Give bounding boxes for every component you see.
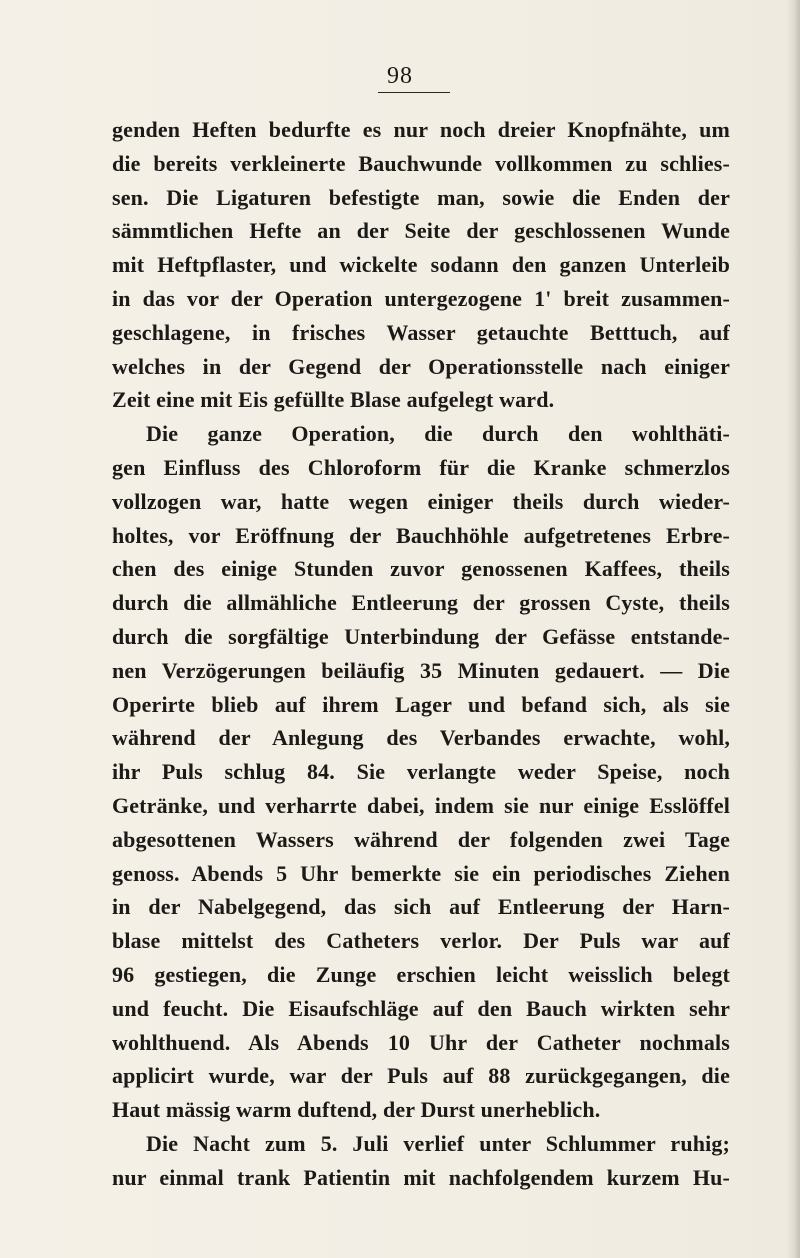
text-line: chen des einige Stunden zuvor genossenen Kaffees, theils — [112, 556, 730, 582]
text-line: durch die allmähliche Entleerung der grossen Cyste, theils — [112, 590, 730, 616]
paragraph-start-line: Die Nacht zum 5. Juli verlief unter Schlummer ruhig; — [146, 1130, 730, 1156]
text-line: die bereits verkleinerte Bauchwunde vollkommen zu schlies- — [112, 150, 730, 176]
text-line: in der Nabelgegend, das sich auf Entleerung der Harn- — [112, 894, 730, 920]
page-edge-shadow — [786, 0, 800, 1258]
text-line: vollzogen war, hatte wegen einiger theils durch wieder- — [112, 488, 730, 514]
text-line: Operirte blieb auf ihrem Lager und befand sich, als sie — [112, 691, 730, 717]
text-line: applicirt wurde, war der Puls auf 88 zurückgegangen, die — [112, 1063, 730, 1089]
paragraph-end-line: Zeit eine mit Eis gefüllte Blase aufgelegt ward. — [112, 387, 555, 413]
paragraph-end-line: Haut mässig warm duftend, der Durst unerheblich. — [112, 1097, 601, 1123]
text-line: durch die sorgfältige Unterbindung der Gefässe entstande- — [112, 623, 730, 649]
text-line: blase mittelst des Catheters verlor. Der Puls war auf — [112, 928, 730, 954]
paragraph-start-line: Die ganze Operation, die durch den wohlthäti- — [146, 421, 730, 447]
body-text — [112, 113, 730, 1195]
text-line: welches in der Gegend der Operationsstelle nach einiger — [112, 353, 730, 379]
text-line: nen Verzögerungen beiläufig 35 Minuten gedauert. — Die — [112, 657, 730, 683]
text-line: mit Heftpflaster, und wickelte sodann den ganzen Unterleib — [112, 252, 730, 278]
text-line: nur einmal trank Patientin mit nachfolgendem kurzem Hu- — [112, 1164, 730, 1190]
text-line: und feucht. Die Eisaufschläge auf den Bauch wirkten sehr — [112, 995, 730, 1021]
text-line: 96 gestiegen, die Zunge erschien leicht weisslich belegt — [112, 961, 730, 987]
text-line: sen. Die Ligaturen befestigte man, sowie die Enden der — [112, 184, 730, 210]
text-line: wohlthuend. Als Abends 10 Uhr der Catheter nochmals — [112, 1029, 730, 1055]
text-line: sämmtlichen Hefte an der Seite der geschlossenen Wunde — [112, 218, 730, 244]
page-number-rule — [378, 92, 450, 93]
text-line: in das vor der Operation untergezogene 1' breit zusammen- — [112, 285, 730, 311]
text-line: geschlagene, in frisches Wasser getauchte Betttuch, auf — [112, 319, 730, 345]
text-line: genden Heften bedurfte es nur noch dreier Knopfnähte, um — [112, 117, 730, 142]
text-line: genoss. Abends 5 Uhr bemerkte sie ein periodisches Ziehen — [112, 860, 730, 886]
text-line: Getränke, und verharrte dabei, indem sie nur einige Esslöffel — [112, 792, 730, 818]
text-line: während der Anlegung des Verbandes erwachte, wohl, — [112, 725, 730, 751]
text-line: holtes, vor Eröffnung der Bauchhöhle aufgetretenes Erbre- — [112, 522, 730, 548]
text-line: gen Einfluss des Chloroform für die Kranke schmerzlos — [112, 454, 730, 480]
text-line: abgesottenen Wassers während der folgenden zwei Tage — [112, 826, 730, 852]
text-line: ihr Puls schlug 84. Sie verlangte weder Speise, noch — [112, 759, 730, 785]
page-number: 98 — [387, 63, 413, 89]
